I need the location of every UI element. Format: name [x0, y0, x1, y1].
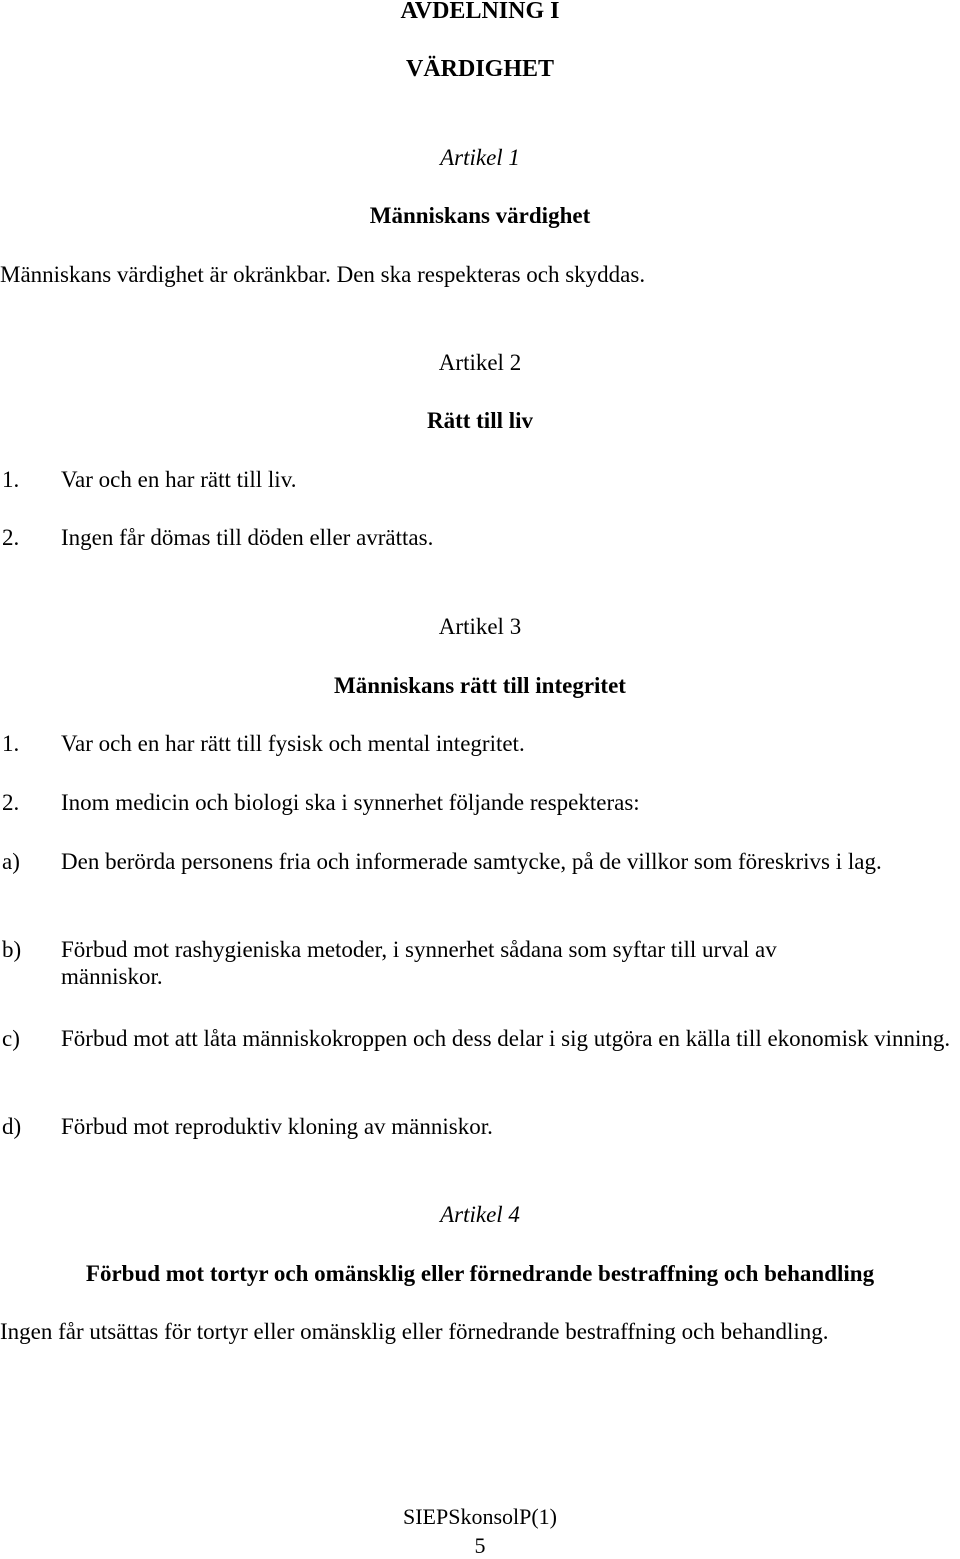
article-4-number: Artikel 4	[440, 1202, 520, 1227]
article-3-item-2-marker: 2.	[2, 790, 20, 815]
footer-page-number: 5	[474, 1533, 486, 1558]
article-3-subitem-a-marker: a)	[2, 849, 20, 874]
article-2-item-2-marker: 2.	[2, 525, 20, 550]
article-4-paragraph: Ingen får utsättas för tortyr eller omänsklig eller förnedrande bestraffning och behandling.	[0, 1319, 829, 1344]
article-3-subitem-a-text: Den berörda personens fria och informerade samtycke, på de villkor som föreskrivs i lag.	[61, 849, 882, 874]
article-1-heading: Människans värdighet	[369, 203, 591, 228]
article-3-subitem-c-marker: c)	[2, 1026, 20, 1051]
article-3-subitem-d-marker: d)	[2, 1114, 22, 1139]
article-3-item-2-text: Inom medicin och biologi ska i synnerhet följande respekteras:	[61, 790, 640, 815]
article-3-subitem-d-text: Förbud mot reproduktiv kloning av människor.	[61, 1114, 493, 1139]
article-2-item-2-text: Ingen får dömas till döden eller avrättas.	[61, 525, 434, 550]
article-3-heading: Människans rätt till integritet	[334, 673, 626, 698]
article-1-paragraph: Människans värdighet är okränkbar. Den ska respekteras och skyddas.	[0, 262, 646, 287]
article-4-heading: Förbud mot tortyr och omänsklig eller förnedrande bestraffning och behandling	[85, 1261, 875, 1286]
article-3-item-1-text: Var och en har rätt till fysisk och mental integritet.	[61, 731, 525, 756]
article-2-number: Artikel 2	[438, 350, 522, 375]
footer-doc-code: SIEPSkonsolP(1)	[402, 1504, 558, 1529]
article-3-item-1-marker: 1.	[2, 731, 20, 756]
article-1-number: Artikel 1	[440, 145, 520, 170]
article-3-subitem-b-marker: b)	[2, 937, 22, 962]
article-2-item-1-marker: 1.	[2, 467, 20, 492]
article-2-heading: Rätt till liv	[426, 408, 534, 433]
article-3-number: Artikel 3	[438, 614, 522, 639]
article-3-subitem-c-text: Förbud mot att låta människokroppen och dess delar i sig utgöra en källa till ekonomisk vinning.	[61, 1026, 951, 1051]
section-title: AVDELNING I	[400, 0, 560, 24]
article-3-subitem-b-text: Förbud mot rashygieniska metoder, i synnerhet sådana som syftar till urval av människor.	[61, 937, 777, 989]
section-subtitle: VÄRDIGHET	[405, 56, 555, 82]
article-2-item-1-text: Var och en har rätt till liv.	[61, 467, 297, 492]
